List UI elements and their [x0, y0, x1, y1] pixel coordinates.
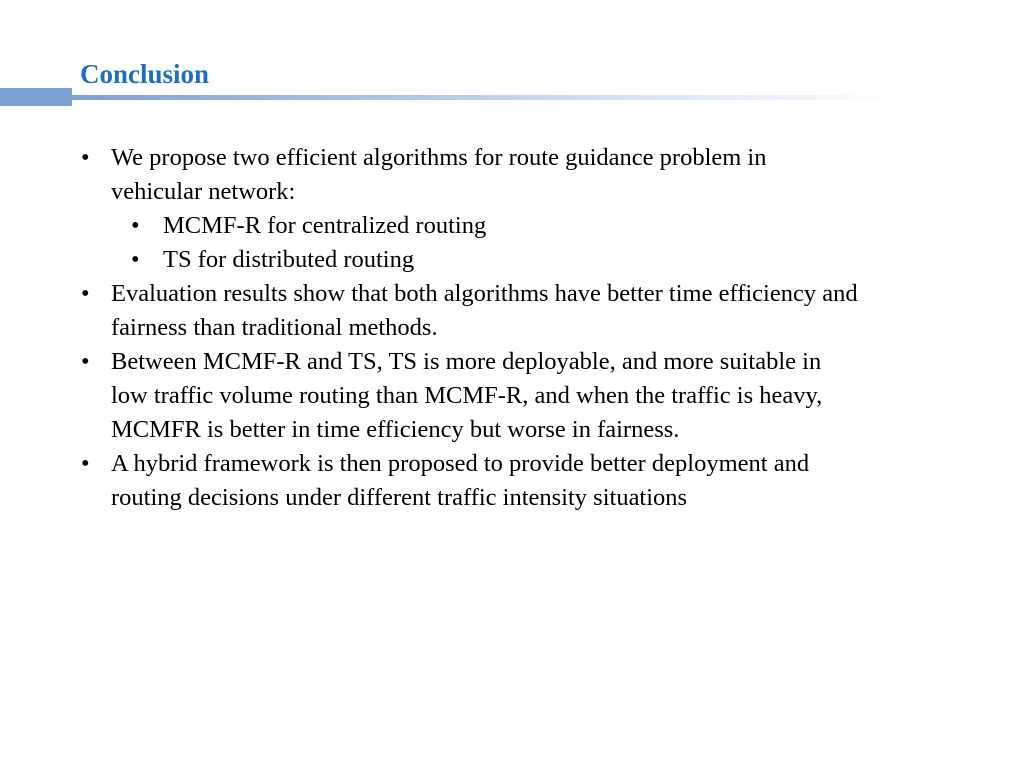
bullet-point-3 [81, 345, 991, 447]
bullet-text-line: Evaluation results show that both algorithms have better time efficiency and [111, 280, 858, 307]
divider-gradient-line [72, 95, 900, 100]
bullet-text-line: A hybrid framework is then proposed to provide better deployment and [111, 450, 810, 477]
title-divider [0, 88, 900, 106]
divider-accent-block [0, 88, 72, 106]
bullet-text-line: MCMFR is better in time efficiency but worse in fairness. [111, 416, 680, 443]
bullet-marker: • [81, 450, 90, 477]
bullet-point-2 [81, 277, 991, 345]
sub-bullet-marker: • [131, 246, 140, 273]
bullet-text-line: We propose two efficient algorithms for route guidance problem in [111, 144, 767, 171]
sub-bullet-text: MCMF-R for centralized routing [163, 212, 487, 239]
sub-bullet-point-1 [131, 209, 991, 243]
slide-title: Conclusion [80, 59, 210, 89]
sub-bullet-text: TS for distributed routing [163, 246, 415, 273]
bullet-text-line: Between MCMF-R and TS, TS is more deployable, and more suitable in [111, 348, 822, 375]
bullet-text-line: routing decisions under different traffic intensity situations [111, 484, 688, 511]
bullet-marker: • [81, 144, 90, 171]
bullet-text-line: fairness than traditional methods. [111, 314, 438, 341]
bullet-text-line: low traffic volume routing than MCMF-R, and when the traffic is heavy, [111, 382, 823, 409]
bullet-marker: • [81, 348, 90, 375]
bullet-list [0, 141, 1024, 515]
bullet-text-line: vehicular network: [111, 178, 296, 205]
sub-bullet-list [111, 209, 991, 277]
sub-bullet-marker: • [131, 212, 140, 239]
bullet-point-4 [81, 447, 991, 515]
sub-bullet-point-2 [131, 243, 991, 277]
bullet-marker: • [81, 280, 90, 307]
bullet-point-1 [81, 141, 991, 277]
